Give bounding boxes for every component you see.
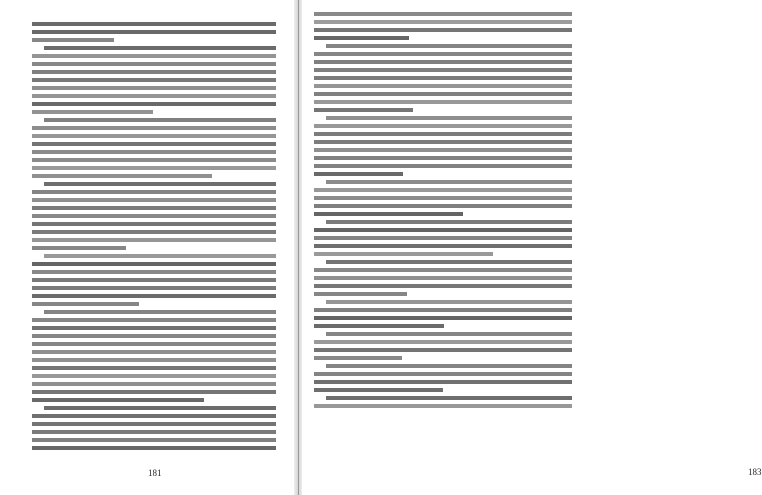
text-line [314, 92, 572, 96]
text-line [326, 116, 572, 120]
text-line [314, 276, 572, 280]
text-line [32, 318, 276, 322]
text-line [314, 196, 572, 200]
text-line [44, 254, 276, 258]
text-line [32, 334, 276, 338]
text-line [314, 164, 572, 168]
text-line [314, 60, 572, 64]
text-line [314, 292, 407, 296]
text-line [326, 260, 572, 264]
text-line [314, 268, 572, 272]
text-line [326, 332, 572, 336]
text-line [314, 156, 572, 160]
text-line [32, 342, 276, 346]
text-line [32, 166, 276, 170]
text-line [314, 140, 572, 144]
text-line [32, 54, 276, 58]
text-line [314, 188, 572, 192]
spine-line [298, 0, 299, 495]
text-line [32, 222, 276, 226]
text-line [32, 86, 276, 90]
text-line [32, 294, 276, 298]
text-line [314, 316, 572, 320]
text-line [32, 102, 276, 106]
text-line [314, 372, 572, 376]
text-line [314, 308, 572, 312]
text-line [32, 174, 212, 178]
text-line [314, 388, 443, 392]
text-line [32, 326, 276, 330]
text-line [314, 212, 463, 216]
text-line [314, 28, 572, 32]
text-line [32, 142, 276, 146]
text-line [32, 230, 276, 234]
text-line [32, 262, 276, 266]
right-page [300, 0, 762, 495]
text-line [32, 382, 276, 386]
text-line [314, 76, 572, 80]
text-line [314, 204, 572, 208]
text-line [32, 150, 276, 154]
text-line [314, 12, 572, 16]
text-line [326, 44, 572, 48]
text-line [314, 340, 572, 344]
text-line [314, 124, 572, 128]
text-line [32, 206, 276, 210]
text-line [32, 30, 276, 34]
text-line [314, 108, 413, 112]
text-line [32, 190, 276, 194]
text-line [32, 238, 276, 242]
text-line [314, 100, 572, 104]
text-line [314, 84, 572, 88]
text-line [32, 270, 276, 274]
text-line [44, 118, 276, 122]
text-line [32, 78, 276, 82]
text-line [32, 414, 276, 418]
text-line [32, 350, 276, 354]
right-page-text-block [300, 0, 600, 495]
text-line [314, 284, 572, 288]
text-line [32, 278, 276, 282]
text-line [44, 46, 276, 50]
text-line [314, 172, 403, 176]
text-line [44, 406, 276, 410]
left-page-text-block [0, 0, 296, 495]
text-line [314, 36, 409, 40]
text-line [32, 430, 276, 434]
text-line [32, 70, 276, 74]
left-page [0, 0, 296, 495]
text-line [314, 348, 572, 352]
text-line [32, 214, 276, 218]
text-line [314, 356, 402, 360]
text-line [32, 62, 276, 66]
text-line [314, 52, 572, 56]
text-line [32, 22, 276, 26]
text-line [326, 364, 572, 368]
text-line [32, 358, 276, 362]
text-line [326, 396, 572, 400]
text-line [326, 180, 572, 184]
text-line [32, 38, 114, 42]
text-line [32, 94, 276, 98]
text-line [32, 126, 276, 130]
text-line [32, 422, 276, 426]
text-line [314, 20, 572, 24]
text-line [314, 380, 572, 384]
text-line [32, 198, 276, 202]
text-line [32, 398, 204, 402]
right-page-number: 183 [748, 467, 762, 477]
text-line [314, 404, 572, 408]
text-line [314, 236, 572, 240]
text-line [314, 68, 572, 72]
text-line [32, 390, 276, 394]
text-line [326, 220, 572, 224]
text-line [314, 148, 572, 152]
text-line [32, 246, 126, 250]
text-line [32, 302, 139, 306]
text-line [32, 286, 276, 290]
text-line [314, 324, 444, 328]
left-page-number: 181 [148, 468, 162, 478]
text-line [32, 134, 276, 138]
text-line [32, 446, 276, 450]
text-line [326, 300, 572, 304]
text-line [32, 158, 276, 162]
text-line [314, 132, 572, 136]
text-line [32, 374, 276, 378]
text-line [32, 366, 276, 370]
text-line [314, 228, 572, 232]
text-line [314, 244, 572, 248]
text-line [44, 310, 276, 314]
text-line [314, 252, 493, 256]
text-line [44, 182, 276, 186]
text-line [32, 110, 153, 114]
text-line [32, 438, 276, 442]
